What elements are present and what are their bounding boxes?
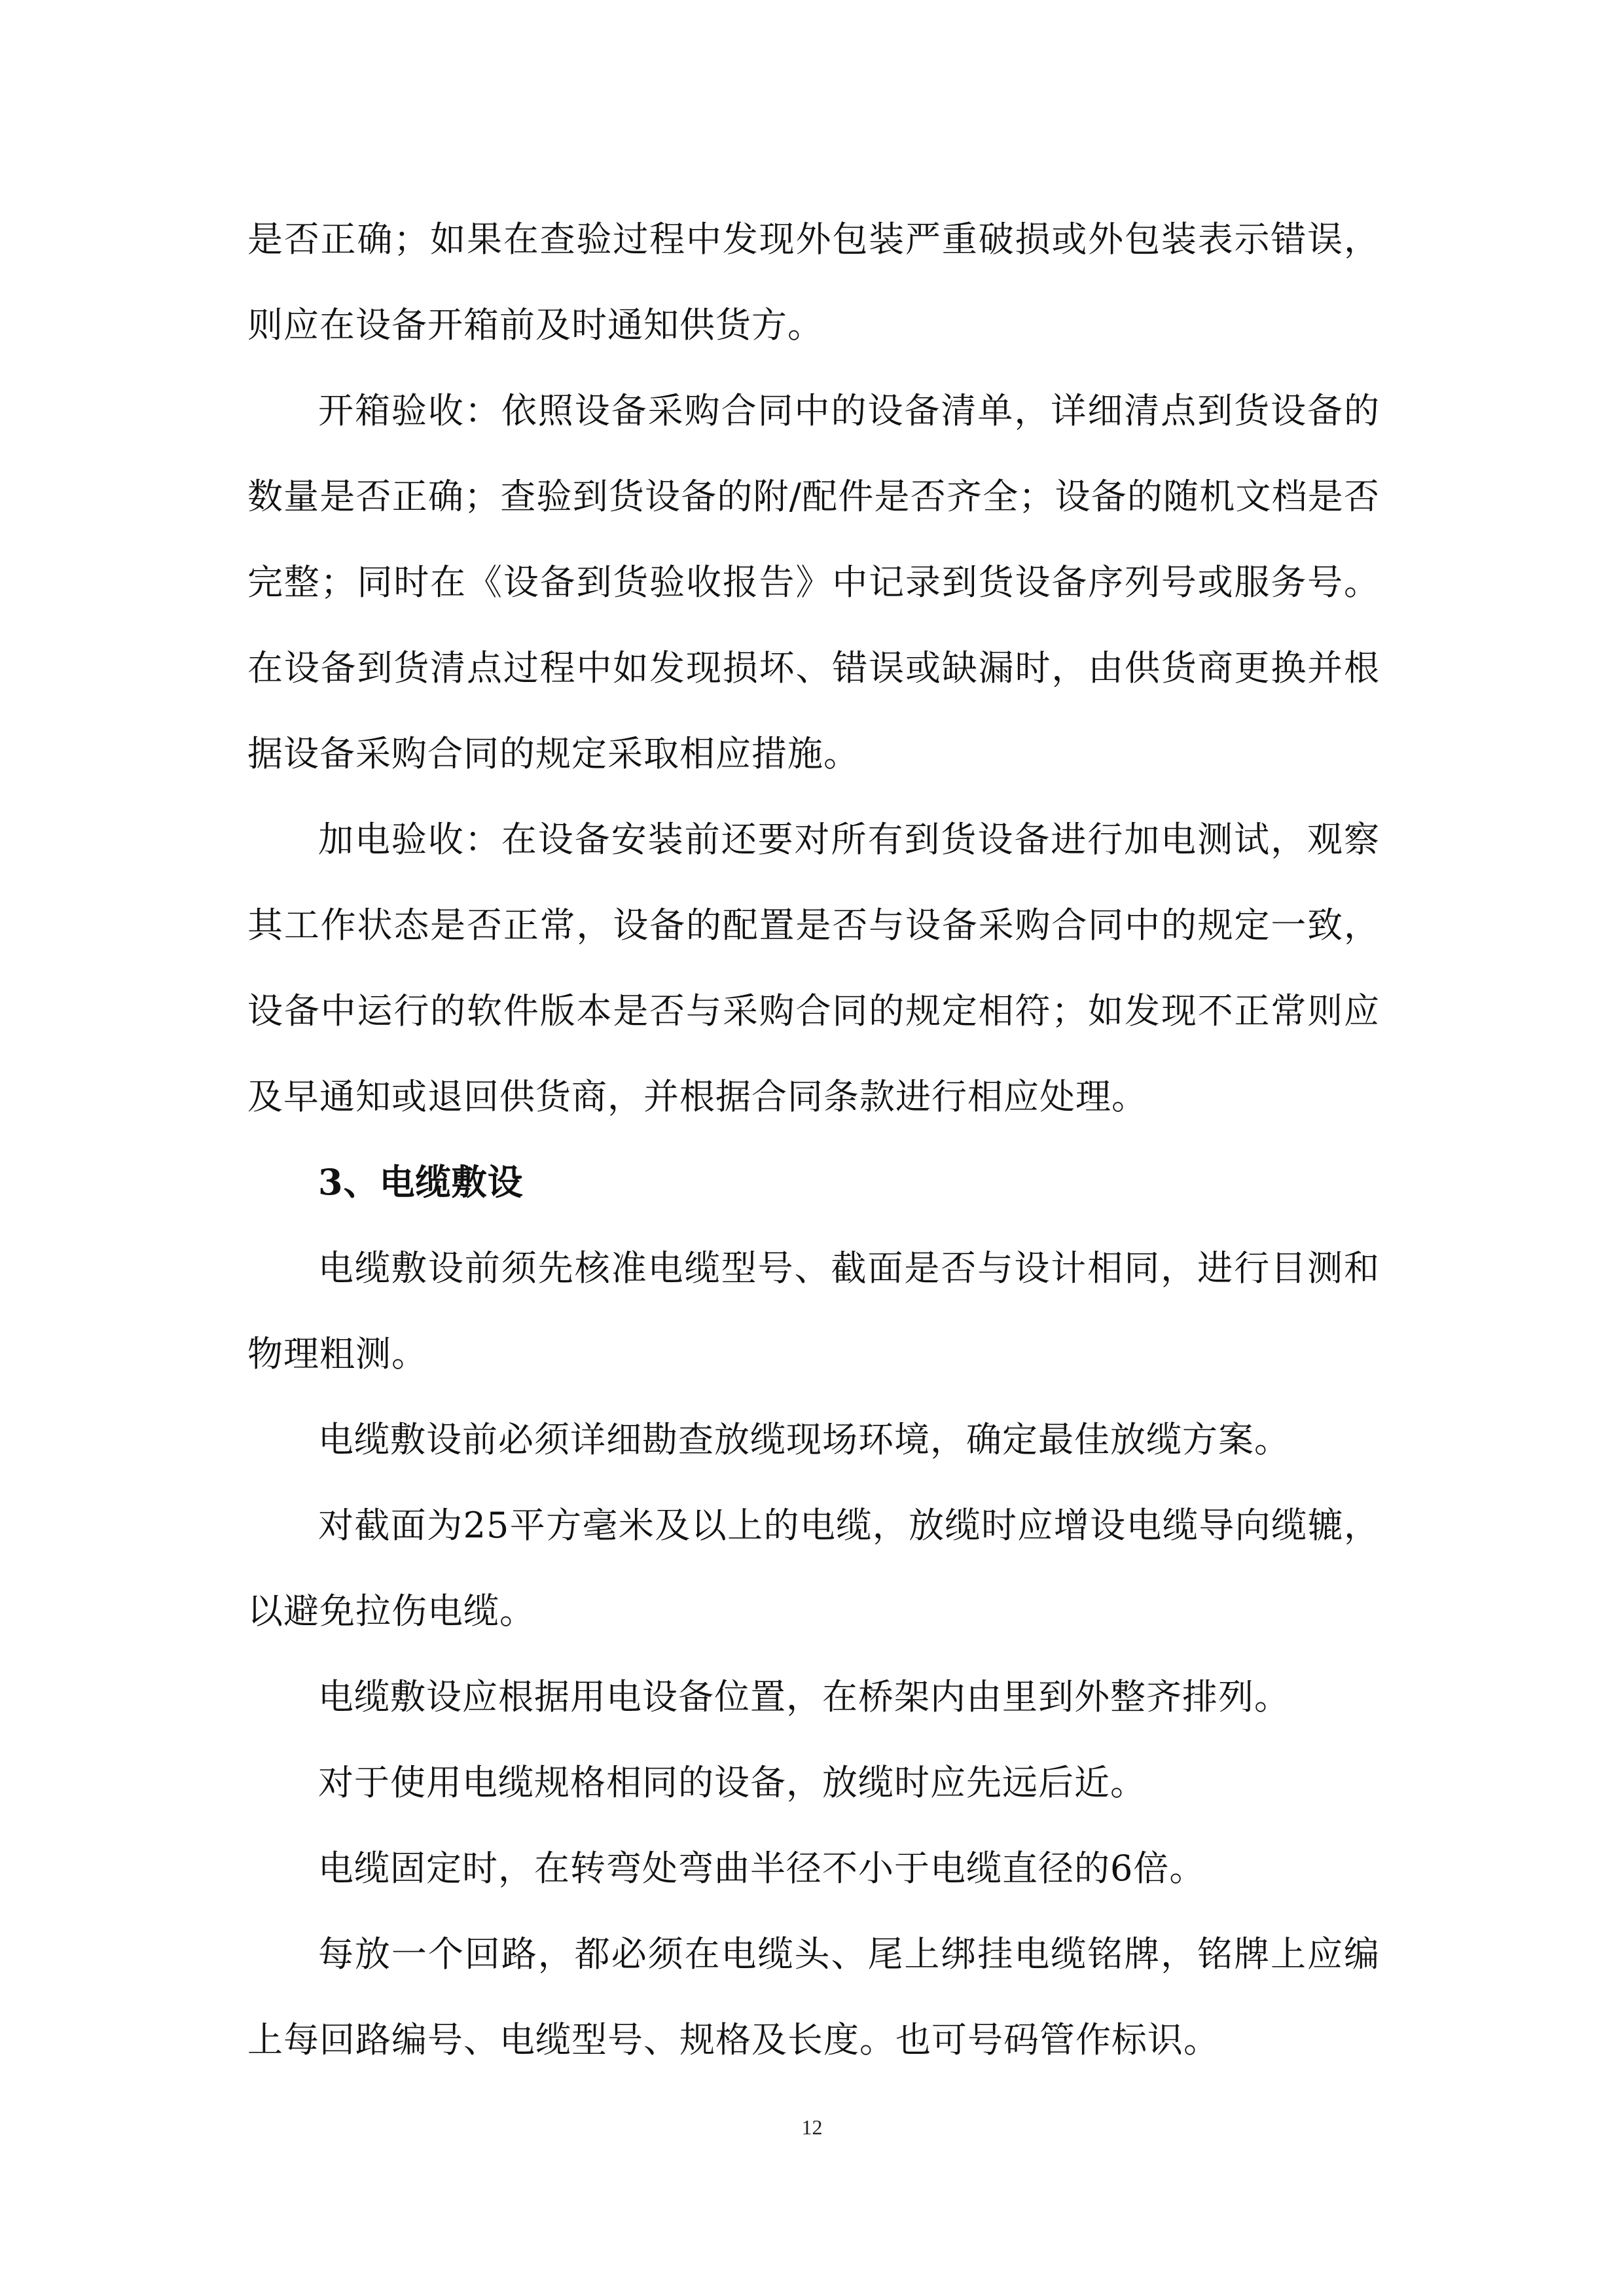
paragraph-bend-radius: 电缆固定时，在转弯处弯曲半径不小于电缆直径的6倍。 (318, 1848, 1206, 1889)
page-number: 12 (801, 2115, 823, 2139)
paragraph-laying-order: 对于使用电缆规格相同的设备，放缆时应先远后近。 (318, 1762, 1146, 1803)
paragraph-power-on-acceptance: 加电验收：在设备安装前还要对所有到货设备进行加电测试，观察其工作状态是否正常，设备的配置是否与设备采购合同中的规定一致，设备中运行的软件版本是否与采购合同的规定相符；如发现不正常则应及早通知或退回供货商，并根据合同条款进行相应处理。 (247, 819, 1380, 1117)
paragraph-cable-arrangement: 电缆敷设应根据用电设备位置，在桥架内由里到外整齐排列。 (318, 1676, 1290, 1717)
paragraph-cable-section: 对截面为25平方毫米及以上的电缆，放缆时应增设电缆导向缆辘，以避免拉伤电缆。 (247, 1505, 1380, 1632)
paragraph-cable-check: 电缆敷设前须先核准电缆型号、截面是否与设计相同，进行目测和物理粗测。 (247, 1247, 1380, 1374)
paragraph-unboxing-acceptance: 开箱验收：依照设备采购合同中的设备清单，详细清点到货设备的数量是否正确；查验到货设备的附/配件是否齐全；设备的随机文档是否完整；同时在《设备到货验收报告》中记录到货设备序列号或服务号。在设备到货清点过程中如发现损坏、错误或缺漏时，由供货商更换并根据设备采购合同的规定采取相应措施。 (247, 390, 1380, 774)
paragraph-site-survey: 电缆敷设前必须详细勘查放缆现场环境，确定最佳放缆方案。 (318, 1419, 1290, 1460)
document-body (247, 196, 1380, 2083)
paragraph-cable-labeling: 每放一个回路，都必须在电缆头、尾上绑挂电缆铭牌，铭牌上应编上每回路编号、电缆型号、规格及长度。也可号码管作标识。 (247, 1933, 1380, 2060)
paragraph-continuation: 是否正确；如果在查验过程中发现外包装严重破损或外包装表示错误，则应在设备开箱前及时通知供货方。 (247, 219, 1380, 346)
section-heading-cable-laying: 3、电缆敷设 (318, 1161, 524, 1203)
